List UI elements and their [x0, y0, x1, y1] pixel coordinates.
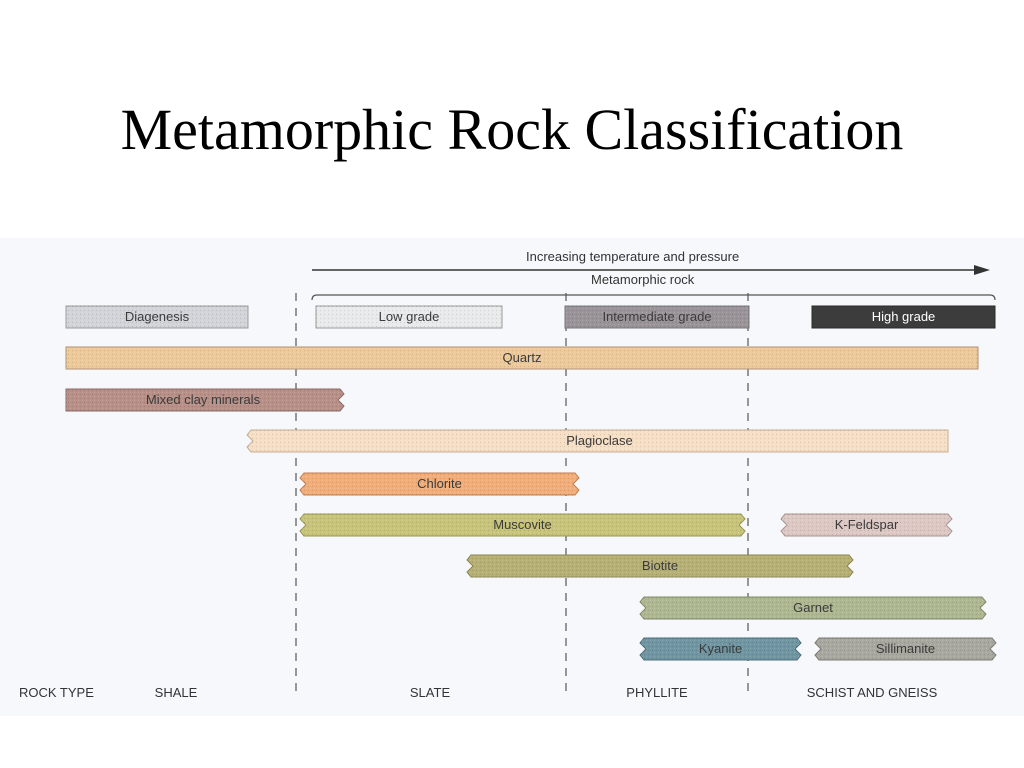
grade-label-low-grade: Low grade [378, 309, 440, 324]
metamorphic-rock-label: Metamorphic rock [587, 272, 698, 288]
mineral-label-mixed-clay-minerals: Mixed clay minerals [145, 392, 261, 407]
mineral-label-sillimanite: Sillimanite [875, 641, 936, 656]
rock-type-schist-and-gneiss: SCHIST AND GNEISS [806, 685, 938, 700]
rock-type-phyllite: PHYLLITE [626, 685, 688, 700]
mineral-label-k-feldspar: K-Feldspar [834, 517, 899, 532]
rock-type-header: ROCK TYPE [19, 685, 94, 700]
mineral-label-quartz: Quartz [502, 350, 542, 365]
mineral-label-chlorite: Chlorite [417, 476, 462, 491]
grade-label-diagenesis: Diagenesis [124, 309, 190, 324]
rock-type-slate: SLATE [409, 685, 451, 700]
metamorphic-diagram [0, 238, 1024, 716]
mineral-label-biotite: Biotite [641, 558, 679, 573]
rock-type-shale: SHALE [154, 685, 198, 700]
pressure-arrow-head [974, 265, 990, 275]
pressure-arrow-label: Increasing temperature and pressure [526, 249, 740, 264]
grade-label-intermediate-grade: Intermediate grade [602, 309, 712, 324]
mineral-label-garnet: Garnet [793, 600, 833, 615]
metamorphic-bracket [312, 295, 995, 300]
grade-label-high-grade: High grade [871, 309, 936, 324]
mineral-label-plagioclase: Plagioclase [566, 433, 633, 448]
slide-title: Metamorphic Rock Classification [120, 97, 904, 162]
mineral-label-muscovite: Muscovite [493, 517, 552, 532]
mineral-label-kyanite: Kyanite [698, 641, 743, 656]
